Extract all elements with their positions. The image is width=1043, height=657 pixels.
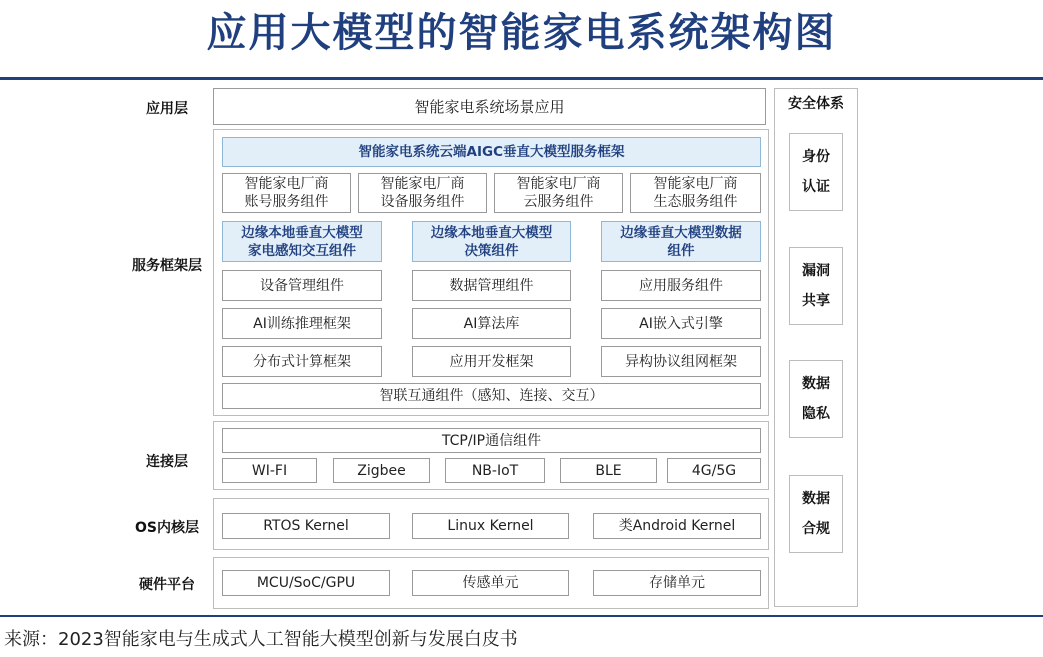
component-app-service: 应用服务组件	[601, 270, 761, 301]
connect-4g5g: 4G/5G	[667, 458, 761, 483]
vendor-box-ecosystem: 智能家电厂商 生态服务组件	[630, 173, 761, 213]
layer-label-connect: 连接层	[146, 454, 188, 470]
connect-zigbee: Zigbee	[333, 458, 430, 483]
title-divider	[0, 77, 1043, 80]
os-linux: Linux Kernel	[412, 513, 569, 539]
component-heterogeneous-protocol: 异构协议组网框架	[601, 346, 761, 377]
security-item-identity: 身份 认证	[789, 133, 843, 211]
app-scene-box: 智能家电系统场景应用	[213, 88, 766, 125]
layer-label-os: OS内核层	[135, 520, 199, 536]
layer-label-app: 应用层	[146, 101, 188, 117]
security-item-privacy: 数据 隐私	[789, 360, 843, 438]
edge-box-decision: 边缘本地垂直大模型 决策组件	[412, 221, 571, 262]
hardware-sensor: 传感单元	[412, 570, 569, 596]
connect-ble: BLE	[560, 458, 657, 483]
source-note: 来源：2023智能家电与生成式人工智能大模型创新与发展白皮书	[4, 629, 518, 650]
hardware-mcu: MCU/SoC/GPU	[222, 570, 390, 596]
page-title: 应用大模型的智能家电系统架构图	[206, 10, 837, 56]
vendor-box-device: 智能家电厂商 设备服务组件	[358, 173, 487, 213]
tcp-ip-component: TCP/IP通信组件	[222, 428, 761, 453]
os-android: 类Android Kernel	[593, 513, 761, 539]
security-title: 安全体系	[788, 96, 844, 112]
connect-wifi: WI-FI	[222, 458, 317, 483]
edge-box-interaction: 边缘本地垂直大模型 家电感知交互组件	[222, 221, 382, 262]
component-data-management: 数据管理组件	[412, 270, 571, 301]
component-app-development: 应用开发框架	[412, 346, 571, 377]
layer-label-hardware: 硬件平台	[139, 577, 195, 593]
hardware-storage: 存储单元	[593, 570, 761, 596]
component-ai-training: AI训练推理框架	[222, 308, 382, 339]
source-divider	[0, 615, 1043, 617]
vendor-box-account: 智能家电厂商 账号服务组件	[222, 173, 351, 213]
vendor-box-cloud: 智能家电厂商 云服务组件	[494, 173, 623, 213]
component-interconnect: 智联互通组件（感知、连接、交互）	[222, 383, 761, 409]
security-item-compliance: 数据 合规	[789, 475, 843, 553]
connect-nbiot: NB-IoT	[445, 458, 545, 483]
edge-box-data: 边缘垂直大模型数据 组件	[601, 221, 761, 262]
component-ai-embedded: AI嵌入式引擎	[601, 308, 761, 339]
component-ai-algorithm: AI算法库	[412, 308, 571, 339]
os-rtos: RTOS Kernel	[222, 513, 390, 539]
component-device-management: 设备管理组件	[222, 270, 382, 301]
service-header: 智能家电系统云端AIGC垂直大模型服务框架	[222, 137, 761, 167]
layer-label-service: 服务框架层	[132, 258, 202, 274]
component-distributed-computing: 分布式计算框架	[222, 346, 382, 377]
security-item-vulnerability: 漏洞 共享	[789, 247, 843, 325]
